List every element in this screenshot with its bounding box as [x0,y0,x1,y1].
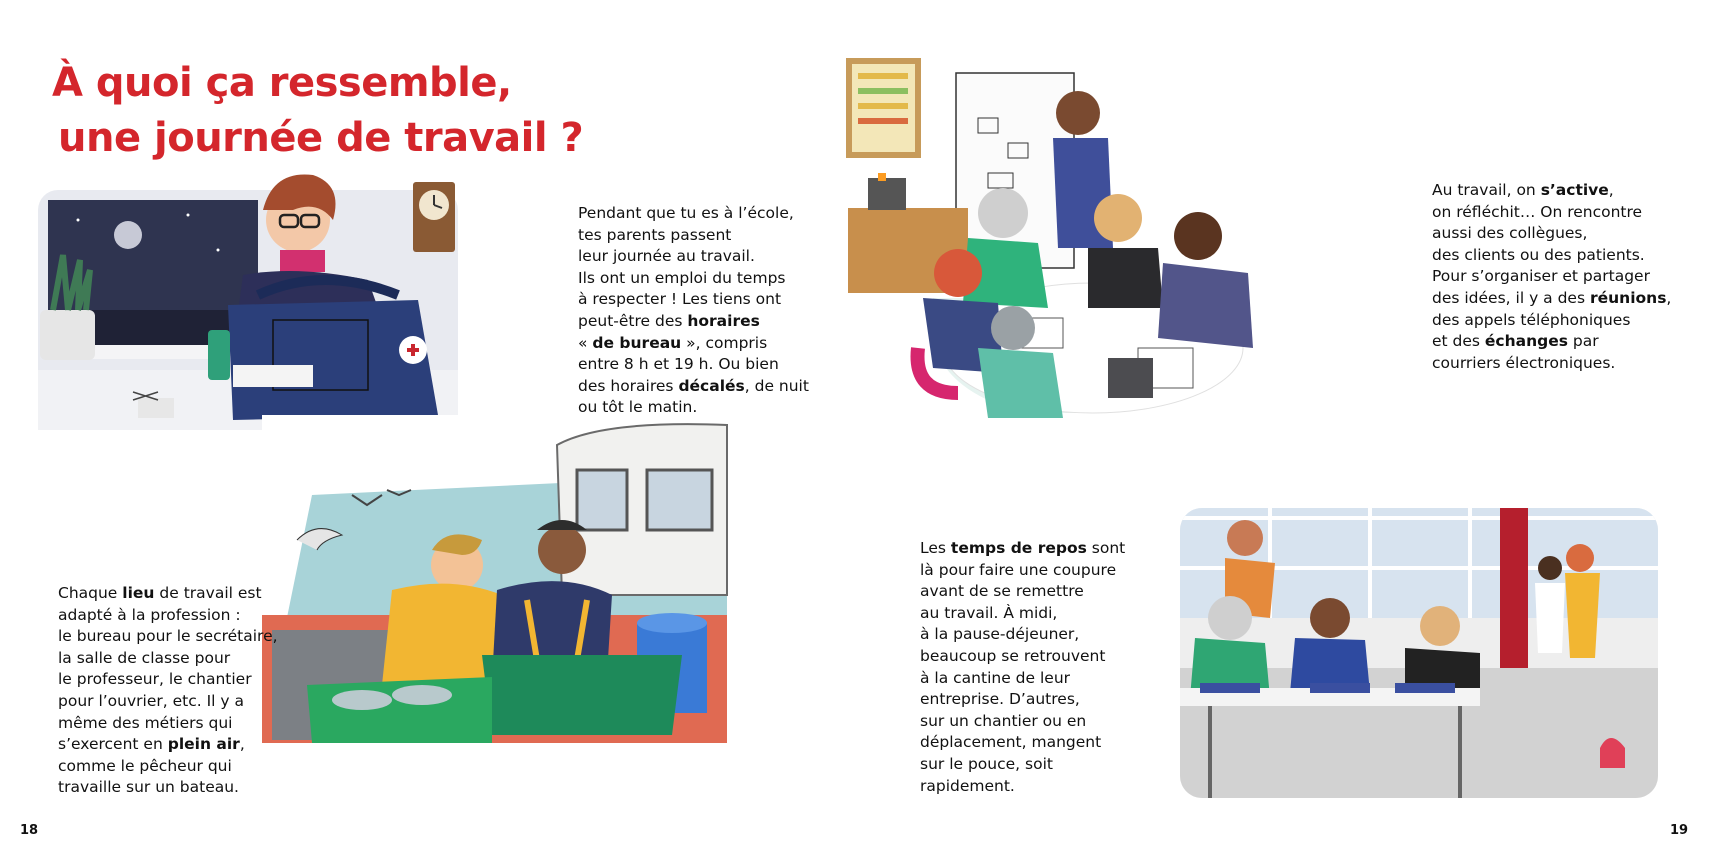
text-block-rest-time [920,538,1160,797]
text-run: des appels téléphoniques [1432,310,1631,329]
text-line [920,538,1160,560]
text-line [578,203,818,225]
text-run: , [1666,288,1672,307]
text-line [920,776,1160,798]
text-line [58,648,298,670]
text-line [1432,245,1692,267]
page-number-left: 18 [20,823,39,838]
text-line [920,732,1160,754]
title-line-1: À quoi ça ressemble, [52,60,512,106]
text-line [58,669,298,691]
text-line [58,605,298,627]
page-number-right: 19 [1670,823,1689,838]
text-run: leur journée au travail. [578,247,755,266]
text-line [1432,266,1692,288]
text-run: Ils ont un emploi du temps [578,268,786,287]
text-run: des idées, il y a des [1432,288,1590,307]
bold-term: plein air [167,735,240,754]
text-run: on réfléchit… On rencontre [1432,202,1643,221]
text-run: avant de se remettre [920,582,1084,601]
text-block-workplace [58,583,298,799]
text-line [58,691,298,713]
text-run: pour l’ouvrier, etc. Il y a [58,691,244,710]
text-run: courriers électroniques. [1432,353,1616,372]
text-run: tes parents passent [578,225,732,244]
text-line [1432,353,1692,375]
text-line [578,268,818,290]
text-run: Chaque [58,584,123,602]
text-run: à la cantine de leur [920,668,1071,687]
text-run: Au travail, on [1432,181,1541,199]
text-run: sur le pouce, soit [920,754,1053,773]
text-run: sur un chantier ou en [920,711,1087,730]
text-line [58,626,298,648]
text-line [1432,180,1692,202]
text-line [58,756,298,778]
text-line [578,333,818,355]
text-run: Pendant que tu es à l’école, [578,204,794,222]
bold-term: de bureau [592,333,682,352]
text-run: Pour s’organiser et partager [1432,267,1650,286]
text-line [920,646,1160,668]
text-line [920,581,1160,603]
text-line [920,754,1160,776]
text-block-work-schedule [578,203,818,419]
page-title [52,56,752,166]
text-line [1432,331,1692,353]
text-line [578,246,818,268]
text-line [1432,202,1692,224]
nurse-packing-bag-illustration [18,170,518,455]
text-run: le bureau pour le secrétaire, [58,627,278,646]
text-run: à respecter ! Les tiens ont [578,290,782,309]
text-run: peut-être des [578,311,688,330]
text-run: , [1608,181,1614,199]
text-run: , [239,735,245,754]
text-run: adapté à la profession : [58,605,241,624]
text-run: par [1568,332,1599,351]
text-run: des horaires [578,376,679,395]
text-run: même des métiers qui [58,713,233,732]
text-run: travaille sur un bateau. [58,778,239,797]
text-run: entreprise. D’autres, [920,690,1080,709]
text-run: comme le pêcheur qui [58,756,232,775]
text-run: la salle de classe pour [58,648,231,667]
text-run: », compris [681,333,768,352]
text-line [578,354,818,376]
bold-term: lieu [122,584,155,602]
text-run: beaucoup se retrouvent [920,646,1106,665]
bold-term: réunions [1589,288,1667,307]
office-meeting-illustration [838,48,1270,423]
bold-term: s’active [1540,181,1609,199]
text-run: ou tôt le matin. [578,398,698,417]
text-line [1432,288,1692,310]
bold-term: temps de repos [950,539,1087,557]
text-line [58,583,298,605]
text-run: , de nuit [744,376,809,395]
text-line [920,711,1160,733]
text-line [920,560,1160,582]
bold-term: échanges [1484,332,1568,351]
text-line [1432,310,1692,332]
bold-term: horaires [687,311,760,330]
text-line [58,734,298,756]
text-line [1432,223,1692,245]
bold-term: décalés [678,376,745,395]
text-run: Les [920,539,951,557]
text-line [920,689,1160,711]
text-run: là pour faire une coupure [920,560,1117,579]
text-run: entre 8 h et 19 h. Ou bien [578,355,779,374]
text-run: aussi des collègues, [1432,224,1588,243]
fishermen-boat-illustration [262,415,732,743]
text-block-meetings [1432,180,1692,374]
text-line [578,311,818,333]
text-run: à la pause-déjeuner, [920,625,1080,644]
text-run: de travail est [154,584,262,602]
text-line [578,289,818,311]
title-line-2: une journée de travail ? [58,115,584,161]
text-line [578,376,818,398]
text-run: des clients ou des patients. [1432,245,1645,264]
text-line [920,603,1160,625]
text-run: sont [1086,539,1126,557]
text-run: rapidement. [920,776,1015,795]
text-line [578,397,818,419]
text-line [920,668,1160,690]
text-line [58,777,298,799]
text-run: déplacement, mangent [920,733,1102,752]
text-run: « [578,333,593,352]
text-run: et des [1432,332,1485,351]
text-run: le professeur, le chantier [58,670,252,689]
text-line [58,713,298,735]
text-line [578,225,818,247]
text-line [920,624,1160,646]
text-run: au travail. À midi, [920,603,1058,622]
text-run: s’exercent en [58,735,168,754]
canteen-lunch-illustration [1180,508,1658,798]
